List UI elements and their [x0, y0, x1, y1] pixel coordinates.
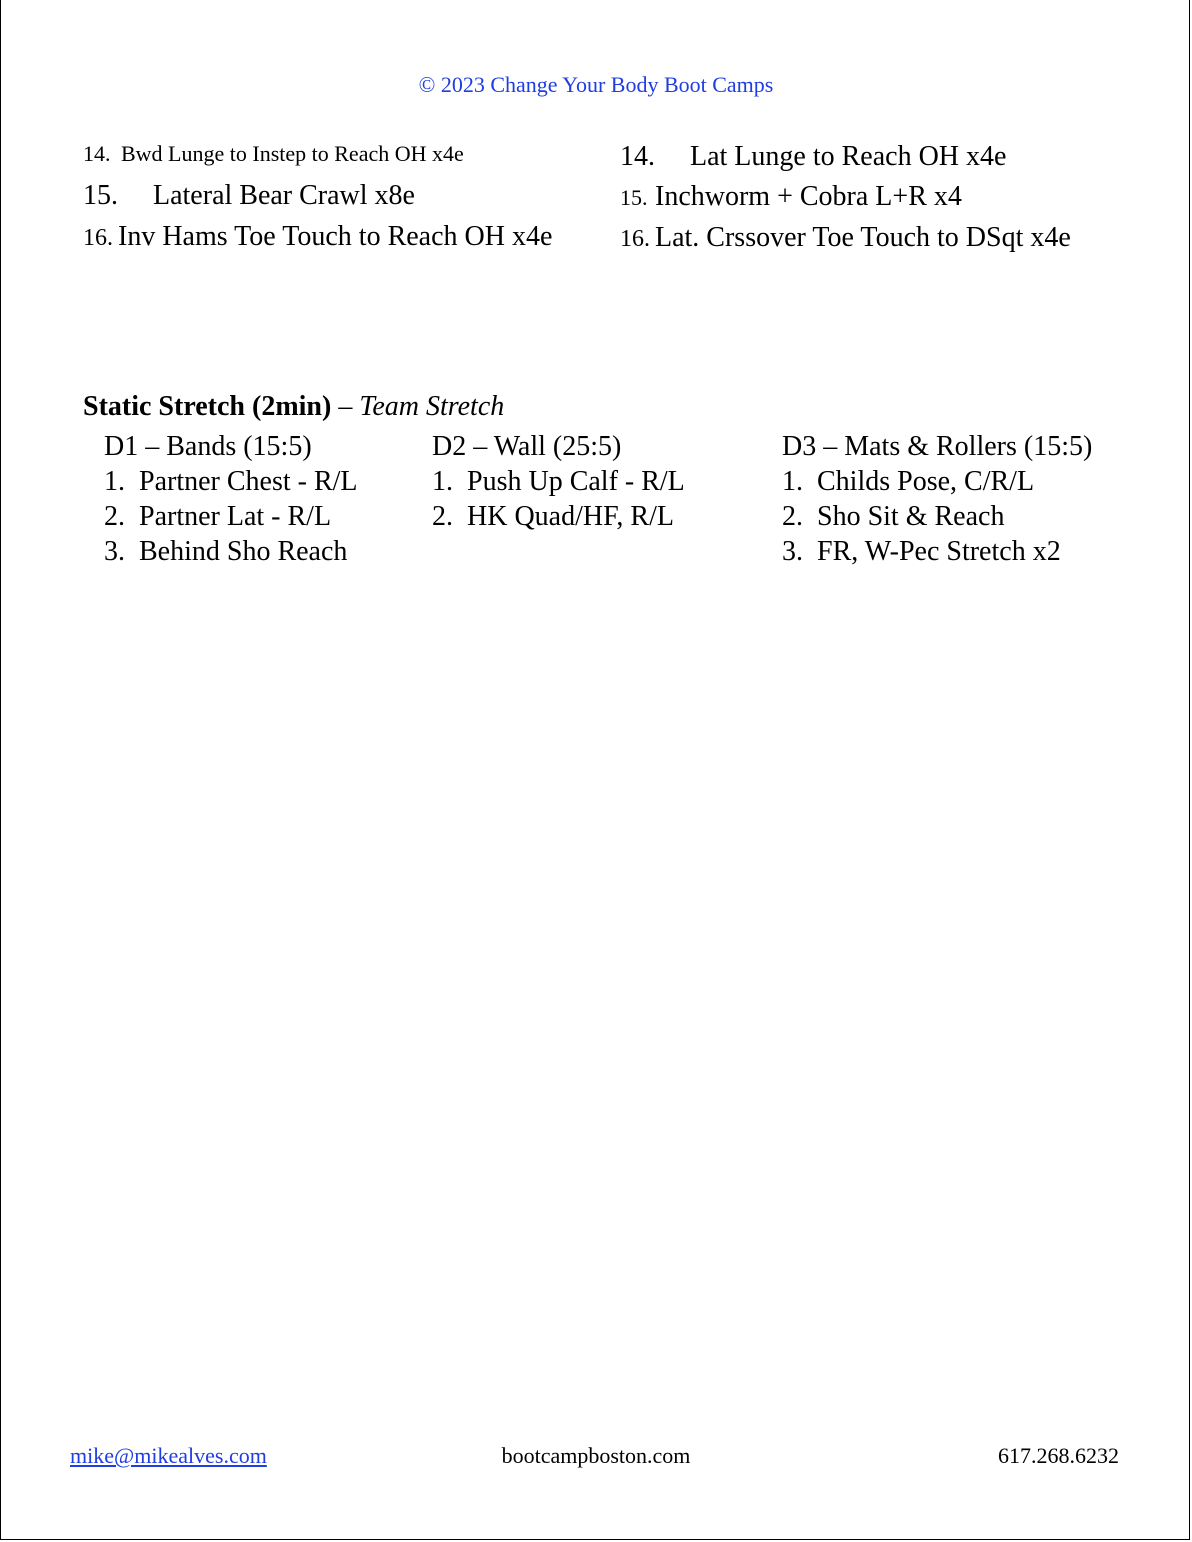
item-number: 16. [620, 226, 650, 252]
station-d1 [104, 429, 358, 569]
station-item-label: Partner Chest - R/L [139, 466, 358, 497]
station-item-label: Partner Lat - R/L [139, 501, 332, 532]
item-number: 1. [104, 466, 125, 497]
exercise-label: Bwd Lunge to Instep to Reach OH x4e [121, 141, 464, 166]
exercise-label: Lateral Bear Crawl x8e [153, 180, 415, 211]
warmup-right-item [620, 141, 1006, 173]
warmup-right-item [620, 222, 1071, 254]
station-item [782, 499, 1092, 534]
station-item-label: HK Quad/HF, R/L [467, 501, 674, 532]
station-title: D1 – Bands (15:5) [104, 431, 312, 462]
station-item [432, 464, 685, 499]
item-number: 16. [83, 225, 113, 251]
exercise-label: Inv Hams Toe Touch to Reach OH x4e [118, 221, 553, 252]
station-item-label: Childs Pose, C/R/L [817, 466, 1035, 497]
warmup-right-item [620, 181, 962, 213]
station-item [782, 464, 1092, 499]
footer-website: bootcampboston.com [501, 1443, 691, 1468]
exercise-label: Lat. Crssover Toe Touch to DSqt x4e [655, 222, 1071, 253]
station-item-label: Behind Sho Reach [139, 536, 348, 567]
warmup-left-item [83, 141, 464, 167]
item-number: 15. [620, 185, 648, 210]
item-number: 14. [620, 141, 655, 172]
footer-phone: 617.268.6232 [998, 1443, 1119, 1468]
warmup-left-item [83, 221, 552, 253]
footer-email-link[interactable]: mike@mikealves.com [70, 1443, 267, 1468]
item-number: 2. [104, 501, 125, 532]
station-item [432, 499, 685, 534]
item-number: 2. [782, 501, 803, 532]
exercise-label: Inchworm + Cobra L+R x4 [655, 181, 962, 212]
copyright-header: © 2023 Change Your Body Boot Camps [418, 72, 774, 97]
station-item-label: Sho Sit & Reach [817, 501, 1005, 532]
exercise-label: Lat Lunge to Reach OH x4e [690, 141, 1007, 172]
station-d3 [782, 429, 1092, 569]
static-stretch-title: Static Stretch (2min) [83, 391, 332, 422]
static-stretch-subtitle: Team Stretch [359, 391, 505, 422]
station-title: D3 – Mats & Rollers (15:5) [782, 431, 1093, 462]
item-number: 14. [83, 141, 111, 166]
item-number: 1. [432, 466, 453, 497]
station-item [104, 464, 358, 499]
station-title: D2 – Wall (25:5) [432, 431, 622, 462]
item-number: 3. [104, 536, 125, 567]
item-number: 1. [782, 466, 803, 497]
station-item [782, 534, 1092, 569]
station-item-label: Push Up Calf - R/L [467, 466, 685, 497]
item-number: 2. [432, 501, 453, 532]
station-item-label: FR, W-Pec Stretch x2 [817, 536, 1061, 567]
station-d2 [432, 429, 685, 534]
item-number: 3. [782, 536, 803, 567]
warmup-left-item [83, 180, 415, 212]
heading-dash: – [331, 391, 360, 422]
station-item [104, 499, 358, 534]
station-item [104, 534, 358, 569]
static-stretch-heading [83, 391, 504, 423]
item-number: 15. [83, 180, 118, 211]
